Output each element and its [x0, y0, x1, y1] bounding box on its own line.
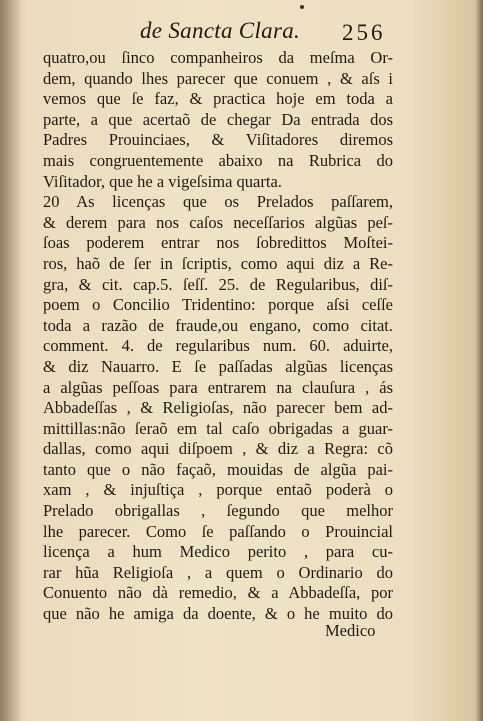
text-line: 20 As licenças que os Prelados paſſarem,	[43, 192, 393, 212]
gutter-shadow	[0, 0, 22, 721]
catchword: Medico	[325, 621, 376, 640]
text-line: Abbadeſſas , & Religioſas, não parecer bem ad-	[43, 398, 393, 418]
text-line: poem o Concilio Tridentino: porque aſsi ceſſe	[43, 295, 393, 315]
running-head: de Sancta Clara.	[140, 18, 301, 43]
text-line: quatro,ou ſinco companheiros da meſma Or-	[43, 48, 393, 67]
text-line: lhe parecer. Como ſe paſſando o Prouincial	[43, 521, 393, 541]
text-line: gra, & cit. cap.5. ſeſſ. 25. de Regularibus, diſ-	[43, 274, 393, 294]
text-line: ſoas poderem entrar nos ſobredittos Moſtei-	[43, 233, 393, 253]
ink-dot	[300, 5, 304, 9]
text-line: Prelado obrigallas , ſegundo que melhor	[43, 501, 393, 521]
text-line: vemos que ſe faz, & practica hoje em toda a	[43, 89, 393, 109]
text-line: parte, a que acertaõ de chegar Da entrada dos	[43, 109, 393, 129]
page-number: 256	[342, 20, 386, 45]
page-edge-shadow	[475, 0, 483, 721]
text-line: xam , & injuſtiça , porque entaõ poderà o	[43, 480, 393, 500]
text-line: dem, quando lhes parecer que conuem , & aſs i	[43, 68, 393, 88]
text-line: que não he amiga da doente, & o he muito do	[43, 604, 393, 624]
text-line: mittillas:não ſeraõ em tal caſo obrigadas a guar-	[43, 418, 393, 438]
text-line: Padres Prouinciaes, & Viſitadores diremos	[43, 130, 393, 150]
body-text	[43, 48, 393, 625]
text-line: mais congruentemente abaixo na Rubrica do	[43, 150, 393, 170]
text-line: toda a razão de fraude,ou engano, como citat.	[43, 315, 393, 335]
text-line: comment. 4. de regularibus num. 60. aduirte,	[43, 336, 393, 356]
text-line: & diz Nauarro. E ſe paſſadas algũas licenças	[43, 356, 393, 376]
text-line: licença a hum Medico perito , para cu-	[43, 542, 393, 562]
text-line: Viſitador, que he a vigeſsima quarta.	[43, 171, 282, 191]
text-line: tanto que o não façaõ, mouidas de algũa pai-	[43, 459, 393, 479]
text-line: & derem para nos caſos neceſſarios algũas peſ-	[43, 212, 393, 232]
text-line: rar hũa Religioſa , a quem o Ordinario do	[43, 562, 393, 582]
text-line: ros, haõ de ſer in ſcriptis, como aqui diz a Re-	[43, 253, 393, 273]
text-line: dallas, como aqui diſpoem , & diz a Regra: cõ	[43, 439, 393, 459]
text-line: Conuento não dà remedio, & a Abbadeſſa, por	[43, 583, 393, 603]
text-line: a algũas peſſoas para entrarem na clauſura , ás	[43, 377, 393, 397]
